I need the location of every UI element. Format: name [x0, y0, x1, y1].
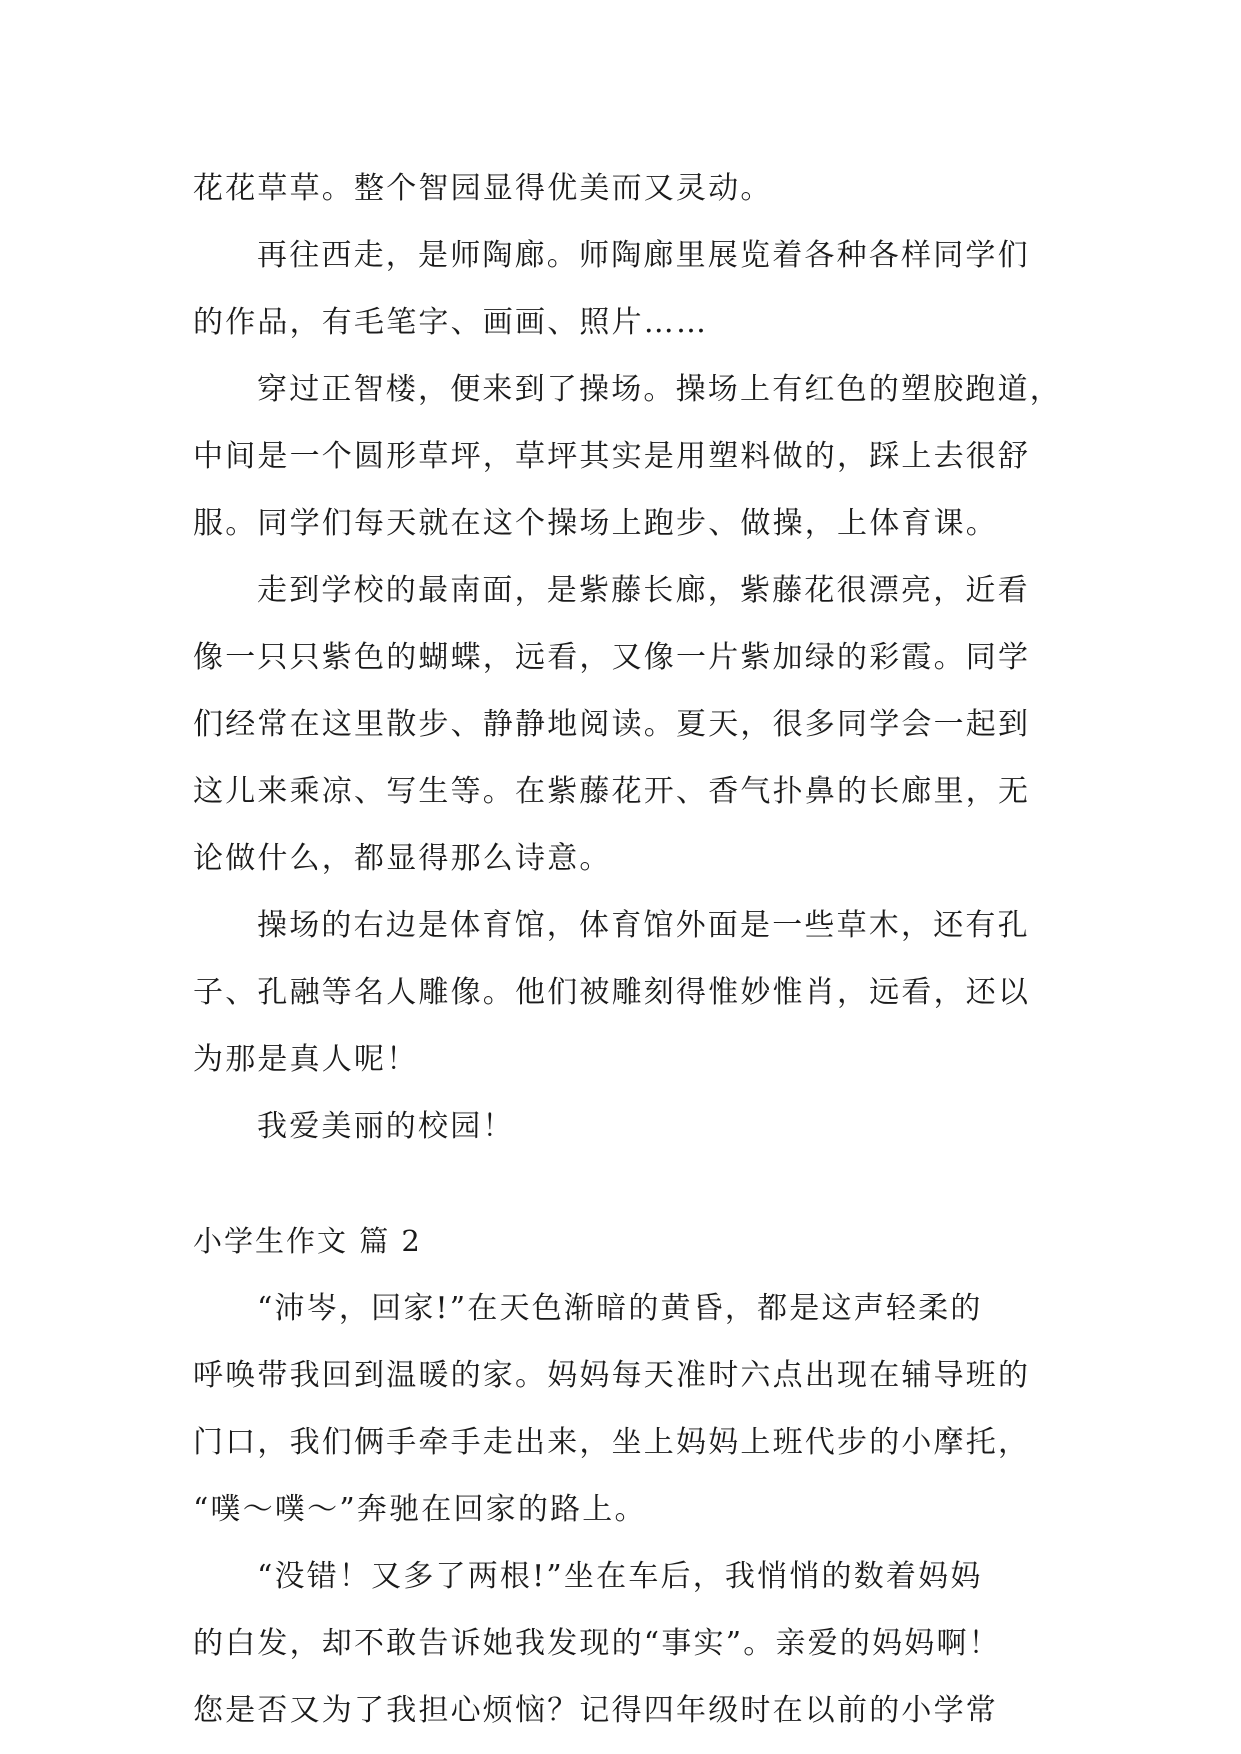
paragraph-start-line: “没错！又多了两根!”坐在车后，我悄悄的数着妈妈	[257, 1559, 983, 1594]
paragraph-start-line: 走到学校的最南面，是紫藤长廊，紫藤花很漂亮，近看	[257, 573, 1030, 608]
text-line: 们经常在这里散步、静静地阅读。夏天，很多同学会一起到	[193, 707, 1031, 742]
text-line: “噗～噗～”奔驰在回家的路上。	[193, 1492, 647, 1527]
paragraph-start-line: 我爱美丽的校园！	[257, 1109, 515, 1144]
text-line: 呼唤带我回到温暖的家。妈妈每天准时六点出现在辅导班的	[193, 1358, 1031, 1393]
text-line: 门口，我们俩手牵手走出来，坐上妈妈上班代步的小摩托，	[193, 1425, 1031, 1460]
text-line: 中间是一个圆形草坪，草坪其实是用塑料做的，踩上去很舒	[193, 439, 1031, 474]
text-line: 论做什么，都显得那么诗意。	[193, 841, 612, 876]
section-heading: 小学生作文 篇 2	[193, 1224, 422, 1258]
document-page	[193, 155, 1062, 1744]
paragraph-start-line: “沛岑，回家!”在天色渐暗的黄昏，都是这声轻柔的	[257, 1291, 983, 1326]
text-line: 子、孔融等名人雕像。他们被雕刻得惟妙惟肖，远看，还以	[193, 975, 1031, 1010]
text-line: 的白发，却不敢告诉她我发现的“事实”。亲爱的妈妈啊！	[193, 1626, 1001, 1661]
text-line: 您是否又为了我担心烦恼？记得四年级时在以前的小学常	[193, 1693, 998, 1728]
paragraph-start-line: 穿过正智楼，便来到了操场。操场上有红色的塑胶跑道，	[257, 372, 1062, 407]
paragraph-start-line: 再往西走，是师陶廊。师陶廊里展览着各种各样同学们	[257, 238, 1030, 273]
text-line: 像一只只紫色的蝴蝶，远看，又像一片紫加绿的彩霞。同学	[193, 640, 1031, 675]
section-gap	[193, 1160, 1053, 1208]
paragraph-start-line: 操场的右边是体育馆，体育馆外面是一些草木，还有孔	[257, 908, 1030, 943]
text-line: 花花草草。整个智园显得优美而又灵动。	[193, 171, 773, 206]
text-line: 的作品，有毛笔字、画画、照片……	[193, 305, 709, 340]
text-line: 这儿来乘凉、写生等。在紫藤花开、香气扑鼻的长廊里，无	[193, 774, 1031, 809]
text-line: 为那是真人呢！	[193, 1042, 419, 1077]
text-line: 服。同学们每天就在这个操场上跑步、做操，上体育课。	[193, 506, 998, 541]
